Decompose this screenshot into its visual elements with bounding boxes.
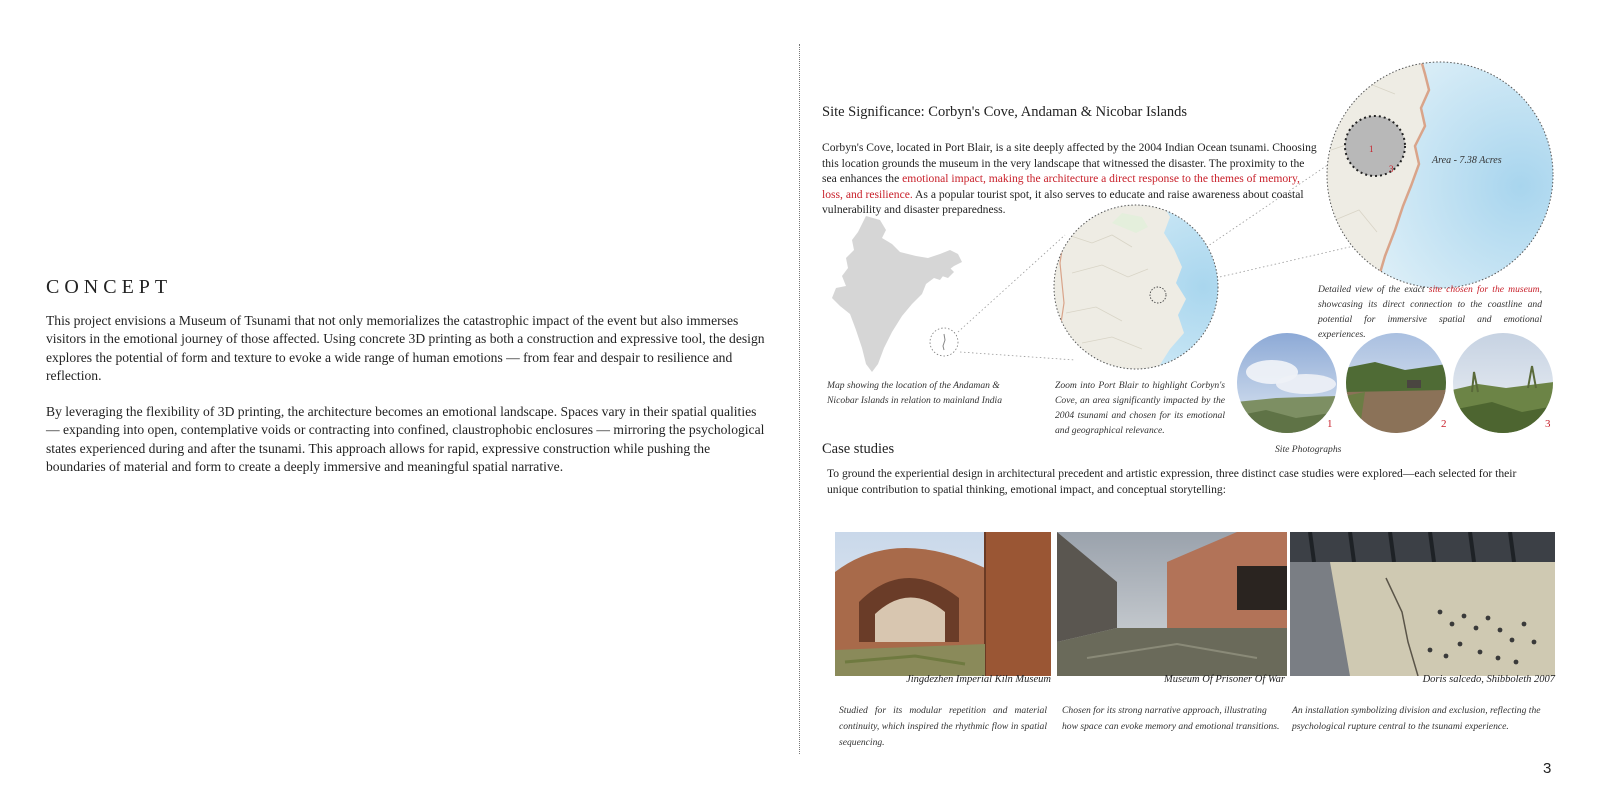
- case-study-description-2: Chosen for its strong narrative approach, illustrating how space can evoke memory and emotional transitions.: [1062, 705, 1280, 732]
- site-paragraph-text-1: Corbyn's Cove, located in Port Blair, is a site deeply affected by the 2004 Indian Ocean tsunami. Choosing this location grounds the museum in the very landscape that witnessed the disaster. The proximity to the sea enhances the: [822, 141, 1317, 186]
- site-detail-caption-text-2: , showcasing its direct connection to the coastline and potential for immersive spatial and emotional experiences.: [1318, 284, 1542, 340]
- site-detail-caption-highlight: site chosen for the museum: [1428, 284, 1540, 295]
- case-studies-intro: To ground the experiential design in architectural precedent and artistic expression, three distinct case studies were explored—each selected for their unique contribution to spatial thinking, emotional impact, and conceptual storytelling:: [827, 467, 1517, 496]
- india-map: [828, 214, 988, 384]
- site-detail-map: [1325, 60, 1555, 290]
- concept-paragraph-2: By leveraging the flexibility of 3D printing, the architecture becomes an emotional landscape. Spaces vary in their spatial qualities — expanding into open, contemplative voids or contracting into confined, claustrophobic enclosures — mirroring the psychological states experienced during and after the tsunami. This approach allows for rapid, expressive construction while pushing the boundaries of material and form to create a deeply immersive and meaningful spatial narrative.: [46, 404, 765, 475]
- site-marker-3: 3: [1389, 164, 1394, 174]
- photo-number-1: 1: [1327, 418, 1333, 430]
- site-paragraph-highlight: emotional impact, making the architecture a direct response to the themes of memory, loss, and resilience.: [822, 172, 1300, 201]
- site-photo-1: [1236, 332, 1338, 434]
- concept-title: CONCEPT: [46, 276, 173, 298]
- site-photo-3: [1452, 332, 1554, 434]
- port-blair-zoom-map: [1052, 203, 1220, 371]
- india-map-caption: Map showing the location of the Andaman & Nicobar Islands in relation to mainland India: [827, 380, 1002, 406]
- concept-paragraph-1: This project envisions a Museum of Tsunami that not only memorializes the catastrophic impact of the event but also immerses visitors in the emotional journey of those affected. Using concrete 3D printing as both a construction and expressive tool, the design explores the potential of form and texture to evoke a wide range of human emotions — from fear and despair to resilience and reflection.: [46, 313, 765, 384]
- case-study-title-2: Museum Of Prisoner Of War: [1164, 674, 1285, 685]
- site-marker-1: 1: [1369, 144, 1374, 154]
- page-number: 3: [1543, 760, 1552, 777]
- case-studies-heading: Case studies: [822, 441, 895, 457]
- case-study-description-3: An installation symbolizing division and exclusion, reflecting the psychological rupture central to the tsunami experience.: [1292, 705, 1541, 732]
- photo-number-3: 3: [1545, 418, 1551, 430]
- case-study-title-1: Jingdezhen Imperial Kiln Museum: [906, 674, 1051, 685]
- photo-number-2: 2: [1441, 418, 1447, 430]
- site-photos-caption: Site Photographs: [1275, 444, 1342, 455]
- case-study-description-1: Studied for its modular repetition and material continuity, which inspired the rhythmic flow in spatial sequencing.: [839, 705, 1047, 748]
- site-heading: Site Significance: Corbyn's Cove, Andaman & Nicobar Islands: [822, 104, 1188, 120]
- case-study-image-prisoner-war-museum: [1057, 532, 1287, 676]
- site-area-label: Area - 7.38 Acres: [1432, 155, 1502, 166]
- site-paragraph-text-2: As a popular tourist spot, it also serves to educate and raise awareness about coastal vulnerability and disaster preparedness.: [822, 187, 1304, 217]
- site-photo-2: [1345, 332, 1447, 434]
- site-detail-caption-text-1: Detailed view of the exact: [1318, 284, 1429, 295]
- case-study-image-kiln-museum: [835, 532, 1051, 676]
- case-study-image-shibboleth: [1290, 532, 1555, 676]
- port-blair-map-caption: Zoom into Port Blair to highlight Corbyn's Cove, an area significantly impacted by the 2004 tsunami and chosen for its emotional and geographical relevance.: [1055, 380, 1225, 436]
- page-divider: [799, 44, 800, 754]
- case-study-title-3: Doris salcedo, Shibboleth 2007: [1422, 674, 1555, 685]
